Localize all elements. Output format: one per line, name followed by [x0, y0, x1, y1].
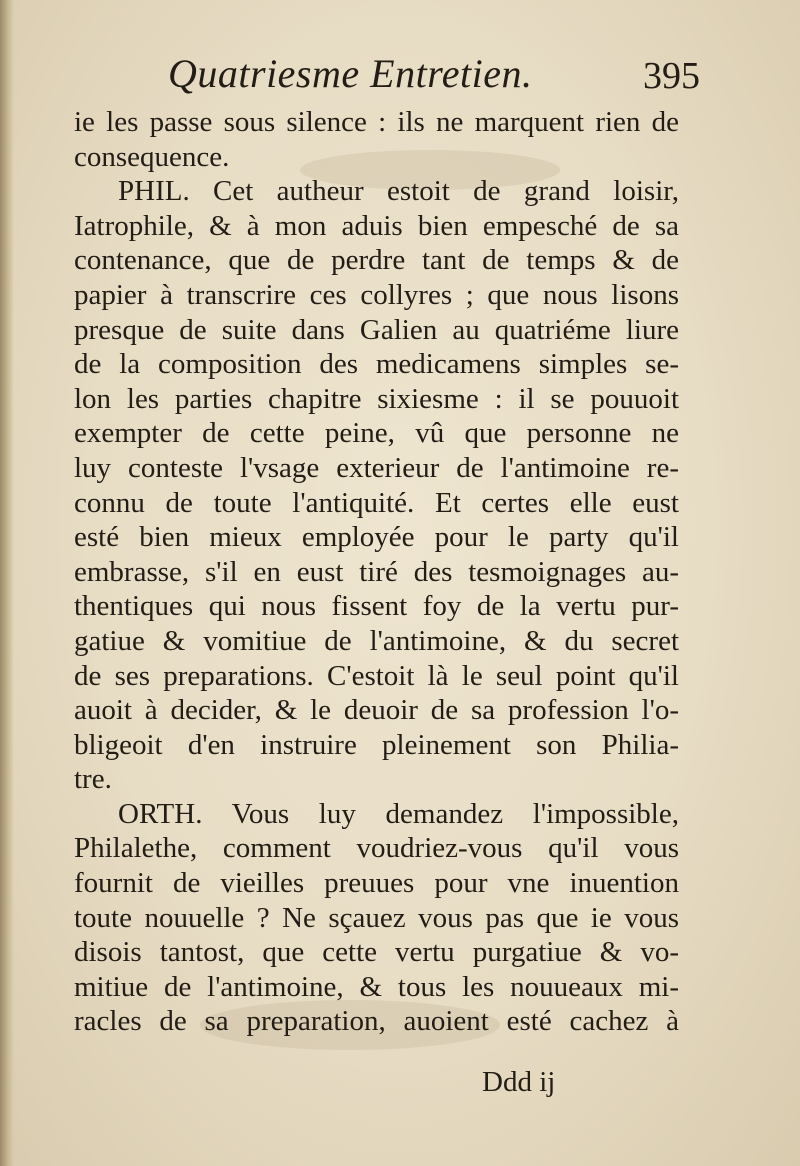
text-line: racles de sa preparation, auoient esté cachez à — [74, 1005, 679, 1038]
text-line: luy conteste l'vsage exterieur de l'antimoine re- — [74, 451, 679, 484]
running-title: Quatriesme Entretien. — [168, 51, 533, 96]
text-line: de la composition des medicamens simples se- — [74, 348, 679, 381]
text-line: tre. — [74, 763, 112, 796]
text-line: PHIL. Cet autheur estoit de grand loisir, — [118, 175, 679, 208]
text-line: fournit de vieilles preuues pour vne inuention — [74, 867, 679, 900]
text-line: connu de toute l'antiquité. Et certes elle eust — [74, 486, 679, 519]
text-line: lon les parties chapitre sixiesme : il se pouuoit — [74, 382, 679, 415]
text-line: thentiques qui nous fissent foy de la vertu pur- — [74, 590, 679, 623]
page-header — [168, 44, 718, 104]
text-line: Philalethe, comment voudriez-vous qu'il vous — [74, 832, 679, 865]
body-text — [74, 105, 679, 1039]
text-line: exempter de cette peine, vû que personne ne — [74, 417, 679, 450]
text-line: disois tantost, que cette vertu purgatiue & vo- — [74, 936, 679, 969]
text-line: embrasse, s'il en eust tiré des tesmoignages au- — [74, 555, 679, 588]
text-line: gatiue & vomitiue de l'antimoine, & du secret — [74, 624, 679, 657]
text-line: papier à transcrire ces collyres ; que nous lisons — [74, 278, 679, 311]
binding-edge — [0, 0, 14, 1166]
text-line: toute nouuelle ? Ne sçauez vous pas que ie vous — [74, 901, 679, 934]
text-line: mitiue de l'antimoine, & tous les nouueaux mi- — [74, 970, 679, 1003]
text-line: de ses preparations. C'estoit là le seul point qu'il — [74, 659, 679, 692]
text-line: ie les passe sous silence : ils ne marquent rien de — [74, 106, 679, 138]
text-line: consequence. — [74, 140, 230, 173]
text-line: bligeoit d'en instruire pleinement son Philia- — [74, 728, 679, 761]
text-line: esté bien mieux employée pour le party qu'il — [74, 521, 679, 554]
text-line: auoit à decider, & le deuoir de sa profession l'o- — [74, 694, 679, 727]
catchword-signature: Ddd ij — [482, 1066, 556, 1098]
text-line: presque de suite dans Galien au quatriéme liure — [74, 313, 679, 346]
text-line: ORTH. Vous luy demandez l'impossible, — [118, 797, 679, 830]
page-number: 395 — [643, 55, 700, 97]
text-line: contenance, que de perdre tant de temps & de — [74, 244, 679, 277]
text-line: Iatrophile, & à mon aduis bien empesché de sa — [74, 209, 679, 242]
